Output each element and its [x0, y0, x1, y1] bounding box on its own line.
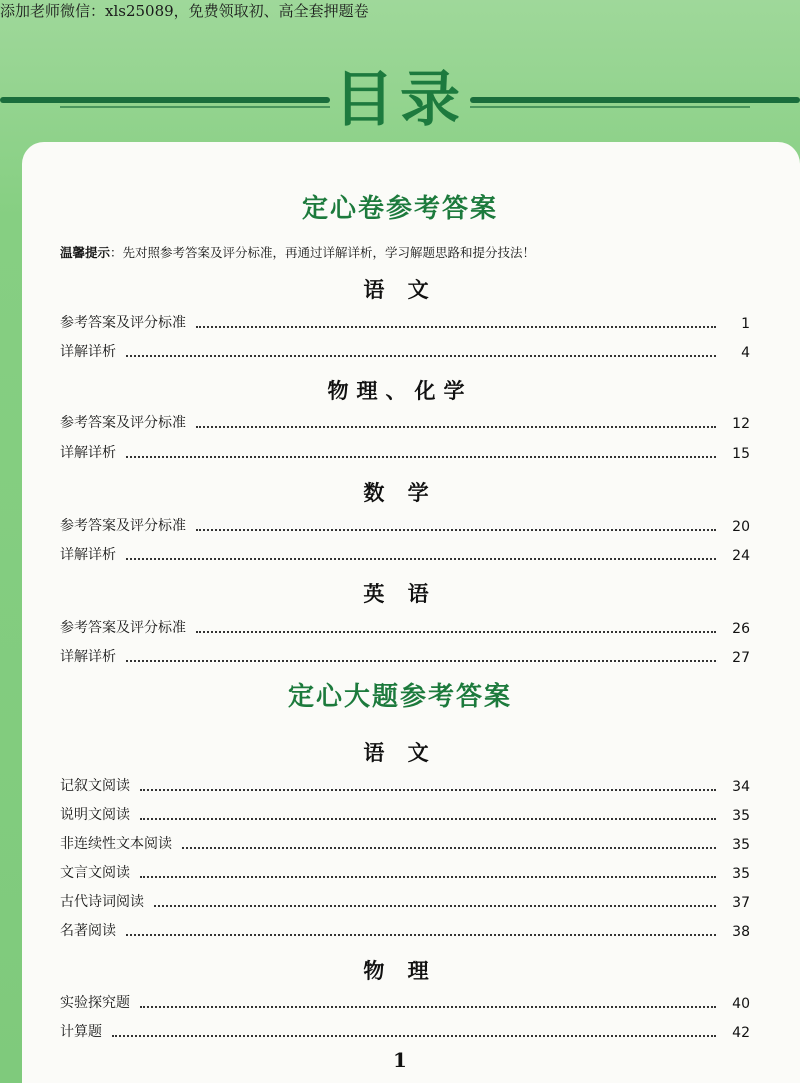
subject-heading-chinese-2: 语 文	[363, 741, 437, 765]
dot-leader	[140, 818, 716, 820]
toc-entry[interactable]	[60, 544, 750, 564]
toc-entry-page: 35	[732, 866, 750, 882]
dot-leader	[126, 558, 716, 560]
toc-entry-label: 参考答案及评分标准	[60, 518, 186, 534]
toc-entry[interactable]	[60, 862, 750, 882]
section-title-dingxinjuan: 定心卷参考答案	[301, 194, 498, 224]
toc-entry-label: 详解详析	[60, 547, 116, 563]
toc-entry[interactable]	[60, 617, 750, 637]
toc-entry-page: 26	[732, 621, 750, 637]
toc-entry-page: 40	[732, 996, 750, 1012]
section-title-dingxin-dati: 定心大题参考答案	[287, 682, 512, 712]
toc-entry-page: 35	[732, 837, 750, 853]
toc-entry-page: 34	[732, 779, 750, 795]
toc-entry[interactable]	[60, 775, 750, 795]
toc-entry[interactable]	[60, 833, 750, 853]
toc-entry-label: 参考答案及评分标准	[60, 315, 186, 331]
toc-entry[interactable]	[60, 442, 750, 462]
dot-leader	[126, 355, 716, 357]
toc-entry-page: 35	[732, 808, 750, 824]
tip-label: 温馨提示	[60, 245, 111, 260]
toc-entry-label: 详解详析	[60, 344, 116, 360]
toc-entry-label: 计算题	[60, 1024, 102, 1040]
page-title: 目录	[334, 65, 466, 135]
toc-entry-label: 说明文阅读	[60, 807, 130, 823]
toc-entry-page: 37	[732, 895, 750, 911]
dot-leader	[196, 426, 716, 428]
toc-entry[interactable]	[60, 646, 750, 666]
toc-entry-page: 38	[732, 924, 750, 940]
toc-entry-label: 非连续性文本阅读	[60, 836, 172, 852]
toc-entry-label: 实验探究题	[60, 995, 130, 1011]
dot-leader	[126, 456, 716, 458]
toc-entry[interactable]	[60, 891, 750, 911]
dot-leader	[126, 660, 716, 662]
dot-leader	[140, 876, 716, 878]
dot-leader	[196, 631, 716, 633]
title-rule-right	[470, 97, 800, 103]
subject-heading-chinese: 语 文	[363, 278, 437, 302]
dot-leader	[140, 1006, 716, 1008]
toc-entry-page: 27	[732, 650, 750, 666]
toc-entry-page: 1	[741, 316, 750, 332]
dot-leader	[140, 789, 716, 791]
dot-leader	[196, 326, 716, 328]
dot-leader	[182, 847, 716, 849]
toc-entry-page: 24	[732, 548, 750, 564]
page-number: 1	[393, 1048, 407, 1072]
toc-entry-label: 记叙文阅读	[60, 778, 130, 794]
toc-entry[interactable]	[60, 515, 750, 535]
toc-entry-page: 12	[732, 416, 750, 432]
toc-entry[interactable]	[60, 992, 750, 1012]
toc-entry[interactable]	[60, 412, 750, 432]
toc-entry[interactable]	[60, 341, 750, 361]
toc-entry[interactable]	[60, 920, 750, 940]
title-rule-left-thin	[60, 106, 330, 108]
toc-entry[interactable]	[60, 1021, 750, 1041]
toc-entry-label: 详解详析	[60, 649, 116, 665]
toc-entry-label: 古代诗词阅读	[60, 894, 144, 910]
toc-entry[interactable]	[60, 804, 750, 824]
toc-entry-label: 名著阅读	[60, 923, 116, 939]
toc-entry-page: 20	[732, 519, 750, 535]
toc-entry-page: 15	[732, 446, 750, 462]
subject-heading-physics: 物 理	[363, 959, 437, 983]
watermark-text: 添加老师微信：xls25089，免费领取初、高全套押题卷	[0, 2, 369, 20]
toc-entry-page: 42	[732, 1025, 750, 1041]
tip-text	[60, 243, 535, 261]
dot-leader	[154, 905, 716, 907]
tip-body: ：先对照参考答案及评分标准，再通过详解详析，学习解题思路和提分技法！	[110, 245, 536, 260]
title-rule-right-thin	[470, 106, 750, 108]
toc-entry-label: 参考答案及评分标准	[60, 415, 186, 431]
toc-entry-page: 4	[741, 345, 750, 361]
subject-heading-math: 数 学	[363, 481, 437, 505]
toc-entry[interactable]	[60, 312, 750, 332]
title-banner	[0, 62, 800, 142]
dot-leader	[196, 529, 716, 531]
title-rule-left	[0, 97, 330, 103]
toc-entry-label: 文言文阅读	[60, 865, 130, 881]
dot-leader	[112, 1035, 716, 1037]
toc-entry-label: 详解详析	[60, 445, 116, 461]
subject-heading-physics-chemistry: 物理、化学	[327, 379, 473, 403]
toc-entry-label: 参考答案及评分标准	[60, 620, 186, 636]
subject-heading-english: 英 语	[363, 582, 437, 606]
dot-leader	[126, 934, 716, 936]
